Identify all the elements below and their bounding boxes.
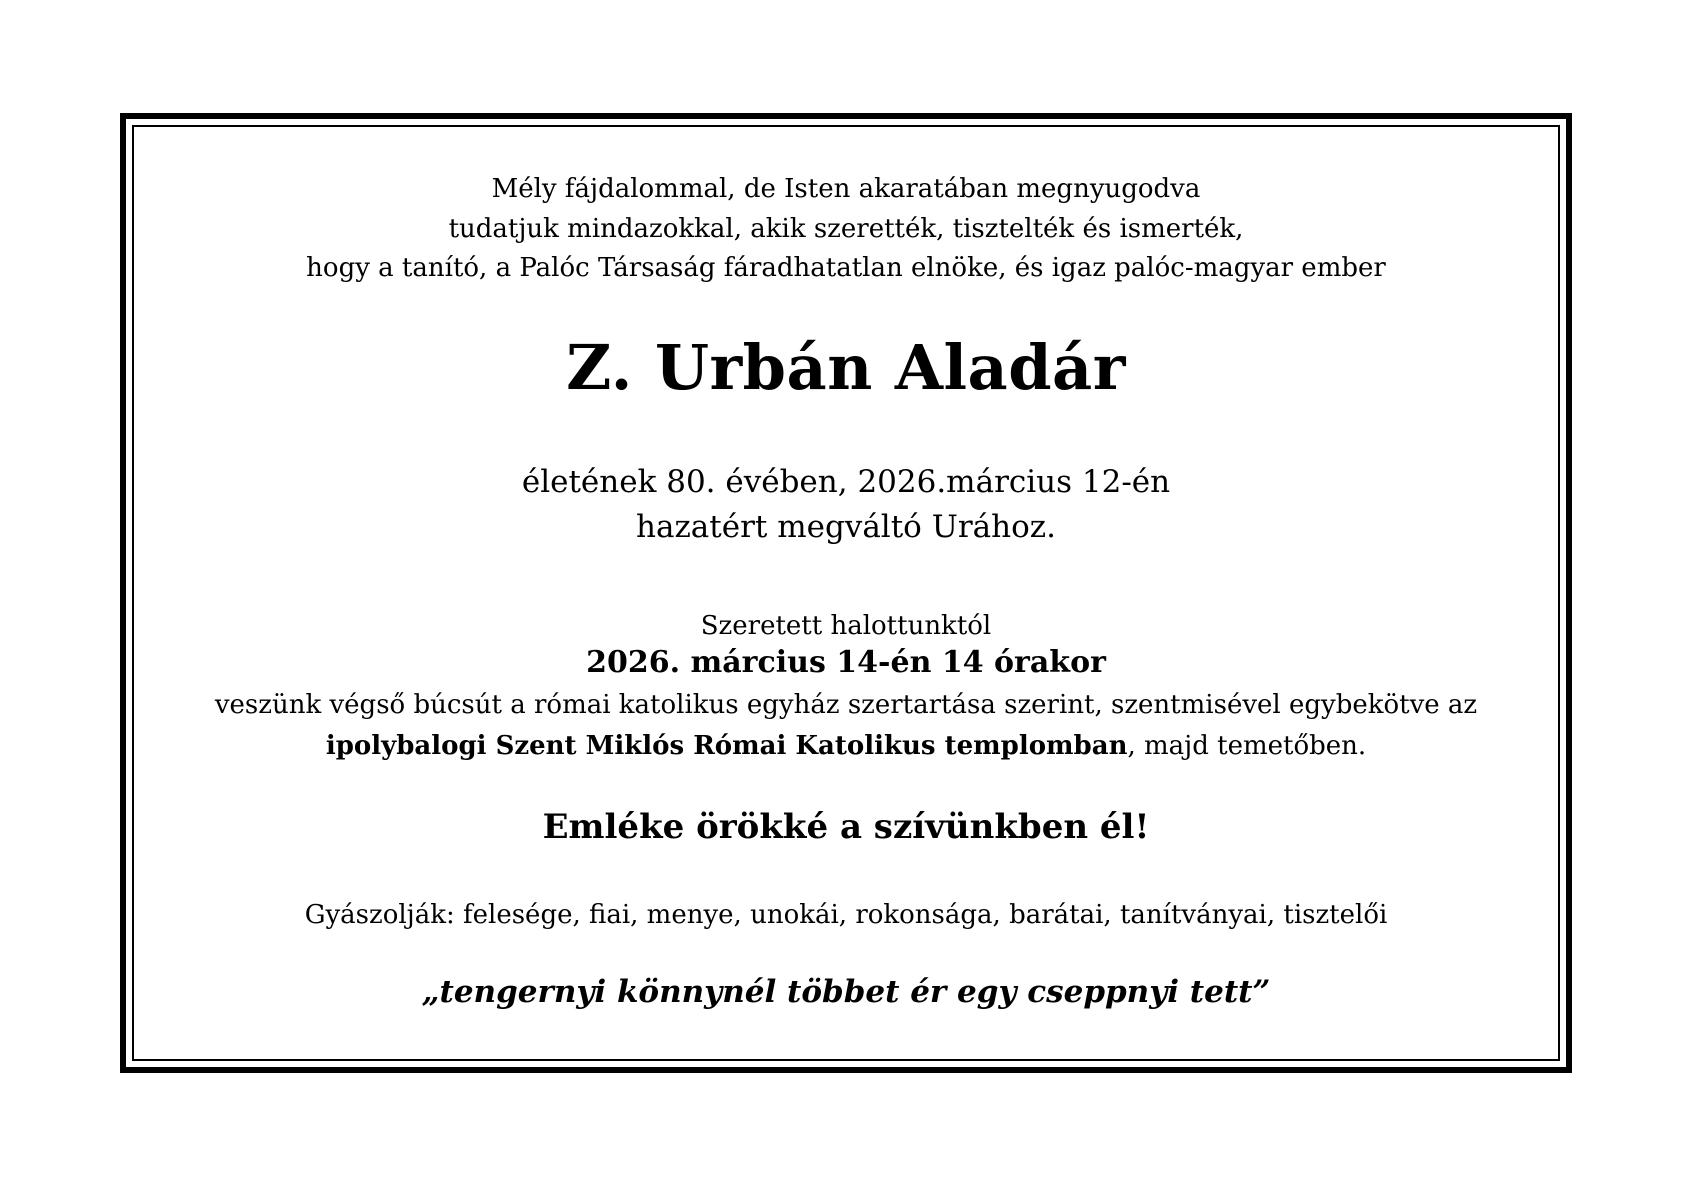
motto-quote: „tengernyi könnynél többet ér egy cseppnyi tett”	[421, 974, 1271, 1010]
funeral-venue-suffix: , majd temetőben.	[1127, 731, 1367, 761]
funeral-line-1: veszünk végső búcsút a római katolikus egyház szertartása szerint, szentmisével egybekötve az	[214, 690, 1478, 720]
intro-line-3: hogy a tanító, a Palóc Társaság fáradhatatlan elnöke, és igaz palóc-magyar ember	[306, 253, 1386, 283]
intro-line-1: Mély fájdalommal, de Isten akaratában megnyugodva	[491, 174, 1201, 204]
intro-line-2: tudatjuk mindazokkal, akik szerették, tisztelték és ismerték,	[448, 214, 1244, 244]
mourners-line: Gyászolják: felesége, fiai, menye, unokái, rokonsága, barátai, tanítványai, tisztelői	[304, 900, 1388, 930]
funeral-datetime: 2026. március 14-én 14 órakor	[586, 645, 1106, 680]
obituary-content	[134, 127, 1558, 1059]
funeral-venue: ipolybalogi Szent Miklós Római Katolikus templomban	[325, 731, 1128, 761]
death-line-1: életének 80. évében, 2026.március 12-én	[521, 464, 1171, 500]
funeral-venue-line	[134, 733, 1558, 759]
deceased-name: Z. Urbán Aladár	[566, 331, 1126, 404]
memory-line: Emléke örökké a szívünkben él!	[542, 807, 1150, 847]
death-line-2: hazatért megváltó Urához.	[636, 509, 1056, 545]
outer-black-border	[120, 113, 1572, 1073]
farewell-intro: Szeretett halottunktól	[700, 611, 992, 641]
inner-thin-border	[132, 125, 1560, 1061]
